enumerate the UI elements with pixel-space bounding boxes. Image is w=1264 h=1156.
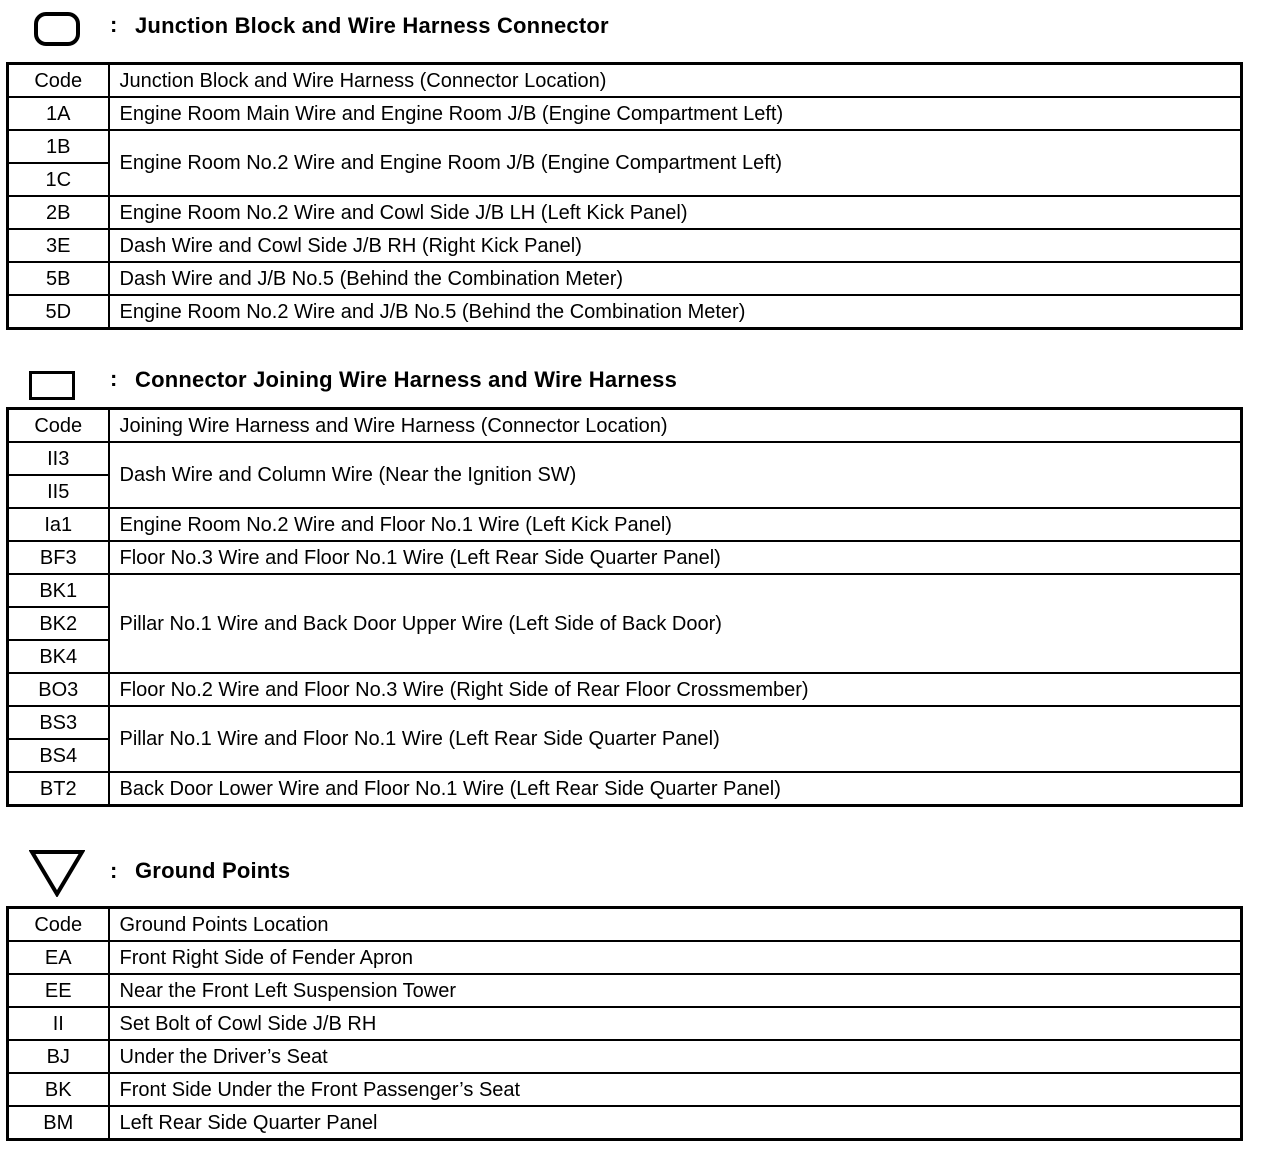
code-cell: EA bbox=[8, 941, 109, 974]
code-cell: BJ bbox=[8, 1040, 109, 1073]
section-colon: : bbox=[110, 858, 118, 883]
description-cell: Left Rear Side Quarter Panel bbox=[109, 1106, 1242, 1140]
code-cell: BK4 bbox=[8, 640, 109, 673]
code-cell: BS3 bbox=[8, 706, 109, 739]
description-cell: Engine Room No.2 Wire and J/B No.5 (Behind the Combination Meter) bbox=[109, 295, 1242, 329]
table-row bbox=[8, 97, 1242, 130]
table-row bbox=[8, 229, 1242, 262]
description-cell: Near the Front Left Suspension Tower bbox=[109, 974, 1242, 1007]
table-row bbox=[8, 541, 1242, 574]
section-ground-points-heading bbox=[0, 848, 1264, 898]
section-title: Junction Block and Wire Harness Connector bbox=[135, 13, 609, 38]
code-cell: BK2 bbox=[8, 607, 109, 640]
header-code-cell: Code bbox=[8, 908, 109, 942]
table-row bbox=[8, 941, 1242, 974]
code-cell: BO3 bbox=[8, 673, 109, 706]
code-cell: II5 bbox=[8, 475, 109, 508]
code-cell: BM bbox=[8, 1106, 109, 1140]
code-cell: 5D bbox=[8, 295, 109, 329]
table-row bbox=[8, 1106, 1242, 1140]
rounded-rect-icon bbox=[34, 12, 80, 46]
code-cell: 5B bbox=[8, 262, 109, 295]
table-row bbox=[8, 574, 1242, 607]
table-row bbox=[8, 262, 1242, 295]
section-junction-block-heading bbox=[0, 0, 1264, 50]
code-cell: BF3 bbox=[8, 541, 109, 574]
table-row bbox=[8, 1073, 1242, 1106]
description-cell: Engine Room No.2 Wire and Floor No.1 Wire (Left Kick Panel) bbox=[109, 508, 1242, 541]
header-description-cell: Ground Points Location bbox=[109, 908, 1242, 942]
header-code-cell: Code bbox=[8, 64, 109, 98]
table-row bbox=[8, 442, 1242, 475]
section-connector-heading bbox=[0, 356, 1264, 406]
table-row bbox=[8, 1007, 1242, 1040]
description-cell: Dash Wire and J/B No.5 (Behind the Combination Meter) bbox=[109, 262, 1242, 295]
table-row bbox=[8, 673, 1242, 706]
description-cell: Floor No.2 Wire and Floor No.3 Wire (Right Side of Rear Floor Crossmember) bbox=[109, 673, 1242, 706]
down-triangle-icon bbox=[29, 849, 85, 897]
description-cell: Dash Wire and Cowl Side J/B RH (Right Kick Panel) bbox=[109, 229, 1242, 262]
table-row bbox=[8, 508, 1242, 541]
code-cell: 2B bbox=[8, 196, 109, 229]
description-cell: Set Bolt of Cowl Side J/B RH bbox=[109, 1007, 1242, 1040]
description-cell: Engine Room No.2 Wire and Engine Room J/B (Engine Compartment Left) bbox=[109, 130, 1242, 196]
description-cell: Engine Room No.2 Wire and Cowl Side J/B LH (Left Kick Panel) bbox=[109, 196, 1242, 229]
description-cell: Under the Driver’s Seat bbox=[109, 1040, 1242, 1073]
code-cell: II3 bbox=[8, 442, 109, 475]
junction-block-table bbox=[6, 62, 1243, 330]
table-body bbox=[8, 409, 1242, 806]
header-code-cell: Code bbox=[8, 409, 109, 443]
rectangle-icon bbox=[29, 371, 75, 400]
description-cell: Front Side Under the Front Passenger’s Seat bbox=[109, 1073, 1242, 1106]
table-body bbox=[8, 64, 1242, 329]
table-row bbox=[8, 706, 1242, 739]
description-cell: Floor No.3 Wire and Floor No.1 Wire (Left Rear Side Quarter Panel) bbox=[109, 541, 1242, 574]
section-colon: : bbox=[110, 12, 118, 37]
description-cell: Dash Wire and Column Wire (Near the Ignition SW) bbox=[109, 442, 1242, 508]
code-cell: BT2 bbox=[8, 772, 109, 806]
code-cell: 1C bbox=[8, 163, 109, 196]
table-row bbox=[8, 1040, 1242, 1073]
code-cell: EE bbox=[8, 974, 109, 1007]
description-cell: Pillar No.1 Wire and Floor No.1 Wire (Left Rear Side Quarter Panel) bbox=[109, 706, 1242, 772]
table-row bbox=[8, 196, 1242, 229]
code-cell: BK1 bbox=[8, 574, 109, 607]
table-row bbox=[8, 130, 1242, 163]
code-cell: 3E bbox=[8, 229, 109, 262]
ground-points-table bbox=[6, 906, 1243, 1141]
table-header-row bbox=[8, 409, 1242, 443]
code-cell: 1B bbox=[8, 130, 109, 163]
code-cell: Ia1 bbox=[8, 508, 109, 541]
header-description-cell: Junction Block and Wire Harness (Connector Location) bbox=[109, 64, 1242, 98]
code-cell: BS4 bbox=[8, 739, 109, 772]
section-title: Connector Joining Wire Harness and Wire Harness bbox=[135, 367, 678, 392]
description-cell: Back Door Lower Wire and Floor No.1 Wire (Left Rear Side Quarter Panel) bbox=[109, 772, 1242, 806]
section-colon: : bbox=[110, 366, 118, 391]
table-row bbox=[8, 974, 1242, 1007]
table-row bbox=[8, 772, 1242, 806]
code-cell: 1A bbox=[8, 97, 109, 130]
code-cell: II bbox=[8, 1007, 109, 1040]
description-cell: Engine Room Main Wire and Engine Room J/B (Engine Compartment Left) bbox=[109, 97, 1242, 130]
code-cell: BK bbox=[8, 1073, 109, 1106]
connector-table bbox=[6, 407, 1243, 807]
header-description-cell: Joining Wire Harness and Wire Harness (Connector Location) bbox=[109, 409, 1242, 443]
description-cell: Front Right Side of Fender Apron bbox=[109, 941, 1242, 974]
table-header-row bbox=[8, 64, 1242, 98]
description-cell: Pillar No.1 Wire and Back Door Upper Wire (Left Side of Back Door) bbox=[109, 574, 1242, 673]
table-header-row bbox=[8, 908, 1242, 942]
table-body bbox=[8, 908, 1242, 1140]
table-row bbox=[8, 295, 1242, 329]
section-title: Ground Points bbox=[135, 858, 291, 883]
